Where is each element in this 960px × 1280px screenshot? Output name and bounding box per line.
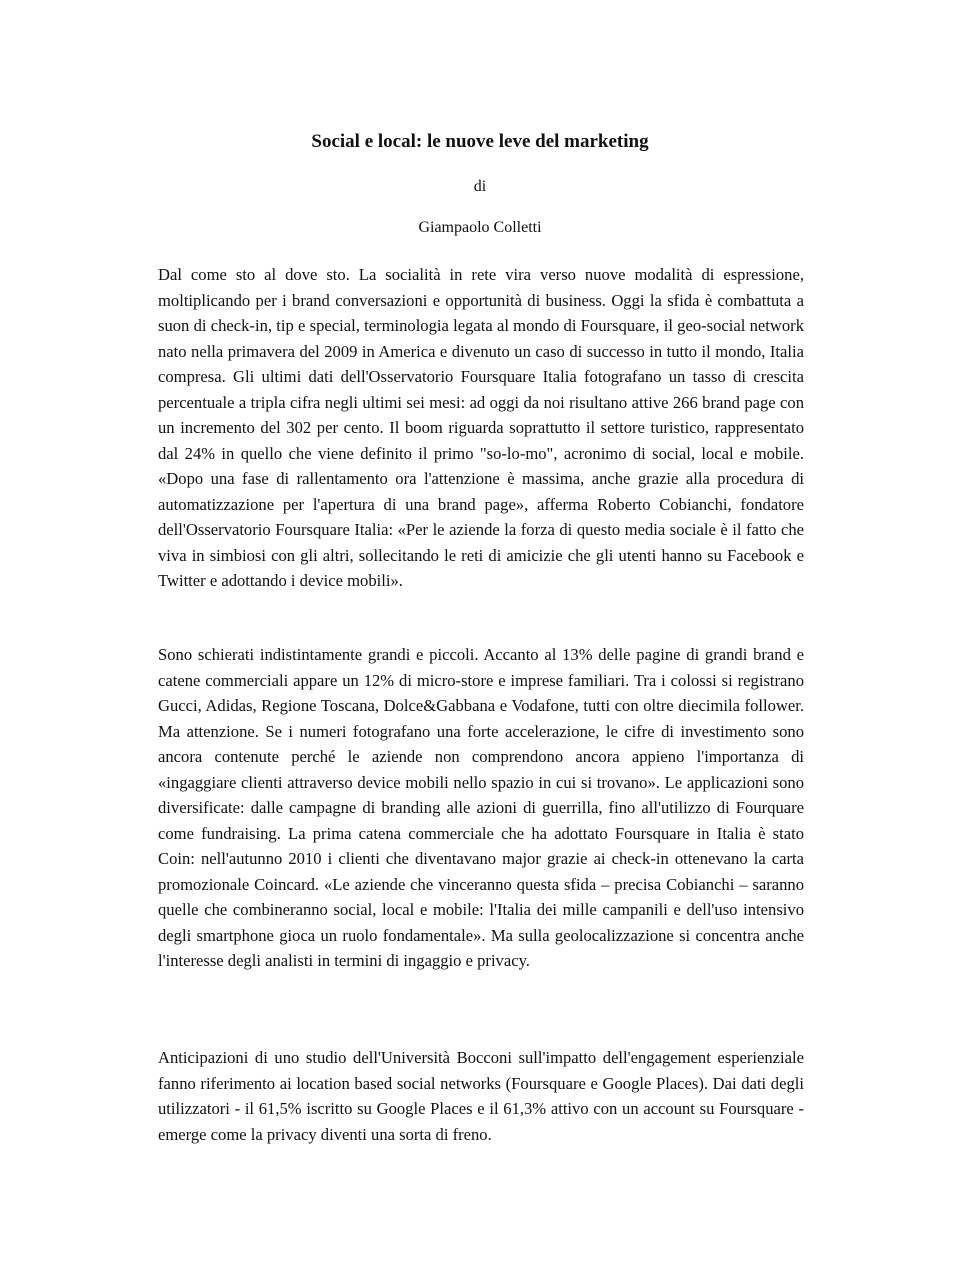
- article-title: Social e local: le nuove leve del marketing: [311, 131, 649, 152]
- byline-connector: di: [473, 178, 487, 195]
- body-paragraph-3: Anticipazioni di uno studio dell'Università Bocconi sull'impatto dell'engagement esperienziale fanno riferimento ai location based social networks (Foursquare e Google Places). Dai dati degli utilizzatori - il 61,5% iscritto su Google Places e il 61,3% attivo con un account su Foursquare - emerge come la privacy diventi una sorta di freno.: [158, 1048, 804, 1144]
- author-name: Giampaolo Colletti: [418, 219, 542, 236]
- body-paragraph-2: Sono schierati indistintamente grandi e piccoli. Accanto al 13% delle pagine di grandi brand e catene commerciali appare un 12% di micro-store e imprese familiari. Tra i colossi si registrano Gucci, Adidas, Regione Toscana, Dolce&Gabbana e Vodafone, tutti con oltre diecimila follower. Ma attenzione. Se i numeri fotografano una forte accelerazione, le cifre di investimento sono ancora contenute perché le aziende non comprendono ancora appieno l'importanza di «ingaggiare clienti attraverso device mobili nello spazio in cui si trovano». Le applicazioni sono diversificate: dalle campagne di branding alle azioni di guerrilla, fino all'utilizzo di Fourquare come fundraising. La prima catena commerciale che ha adottato Foursquare in Italia è stato Coin: nell'autunno 2010 i clienti che diventavano major grazie ai check-in ottenevano la carta promozionale Coincard. «Le aziende che vinceranno questa sfida – precisa Cobianchi – saranno quelle che combineranno social, local e mobile: l'Italia dei mille campanili e dell'uso intensivo degli smartphone gioca un ruolo fondamentale». Ma sulla geolocalizzazione si concentra anche l'interesse degli analisti in termini di ingaggio e privacy.: [158, 645, 804, 970]
- body-paragraph-1: Dal come sto al dove sto. La socialità in rete vira verso nuove modalità di espressione, moltiplicando per i brand conversazioni e opportunità di business. Oggi la sfida è combattuta a suon di check-in, tip e special, terminologia legata al mondo di Foursquare, il geo-social network nato nella primavera del 2009 in America e divenuto un caso di successo in tutto il mondo, Italia compresa. Gli ultimi dati dell'Osservatorio Foursquare Italia fotografano un tasso di crescita percentuale a tripla cifra negli ultimi sei mesi: ad oggi da noi risultano attive 266 brand page con un incremento del 302 per cento. Il boom riguarda soprattutto il settore turistico, rappresentato dal 24% in quello che viene definito il primo "so-lo-mo", acronimo di social, local e mobile. «Dopo una fase di rallentamento ora l'attenzione è massima, anche grazie alla procedura di automatizzazione per l'apertura di una brand page», afferma Roberto Cobianchi, fondatore dell'Osservatorio Foursquare Italia: «Per le aziende la forza di questo media sociale è il fatto che viva in simbiosi con gli altri, sollecitando le reti di amicizie che gli utenti hanno su Facebook e Twitter e adottando i device mobili».: [158, 265, 804, 590]
